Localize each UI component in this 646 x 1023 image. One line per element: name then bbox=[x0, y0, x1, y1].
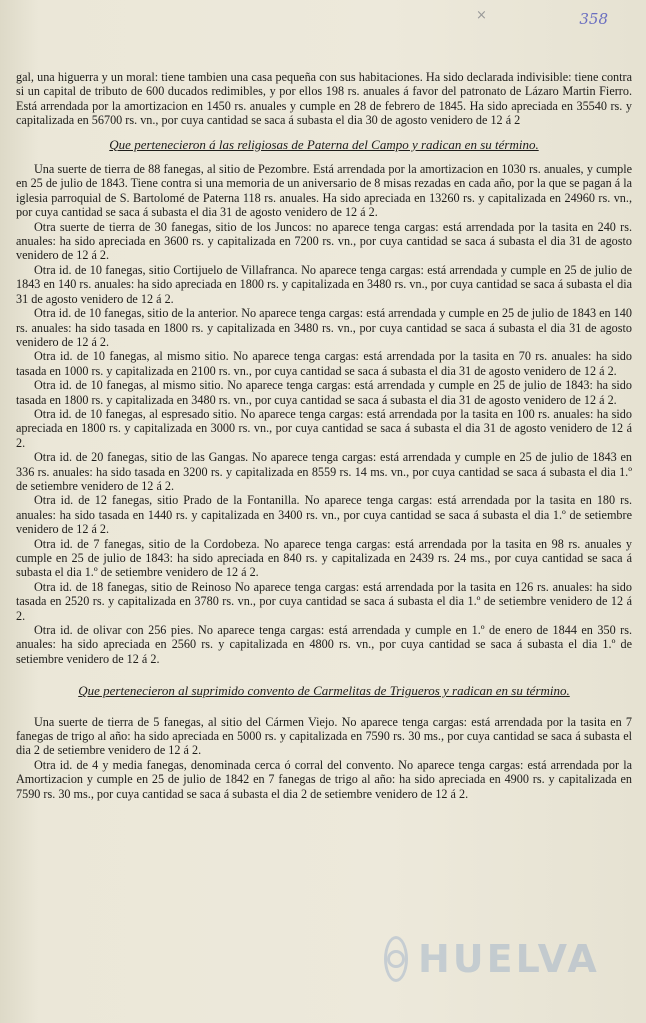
archive-emblem-icon bbox=[384, 936, 408, 982]
property-entry: Otra id. de 4 y media fanegas, denominada cerca ó corral del convento. No aparece tenga cargas: está arrendada por la Amortizacion y cumple en 25 de julio de 1842 en 7 fanegas de trigo al año: ha sido apreciada en 4900 rs. y capitalizada en 7590 rs. 30 ms., por cuya cantidad se saca á subasta el dia 2 de setiembre venidero de 12 á 2. bbox=[16, 757, 632, 801]
property-entry: Otra id. de 7 fanegas, sitio de la Cordobeza. No aparece tenga cargas: está arrendada por la tasita en 98 rs. anuales y cumple en 25 de julio de 1843: ha sido apreciada en 840 rs. y capitalizada en 2439 rs. 24 ms., por cuya cantidad se saca á subasta el dia 1.º de setiembre venidero de 12 á 2. bbox=[16, 536, 632, 580]
intro-paragraph: gal, una higuerra y un moral: tiene tambien una casa pequeña con sus habitaciones. Ha sido declarada indivisible: tiene contra si un capital de tributo de 600 ducados redimibles, y por ellos 198 rs. anuales á favor del patronato de Lázaro Martin Fierro. Está arrendada por la amortizacion en 1450 rs. anuales y cumple en 28 de febrero de 1845. Ha sido apreciada en 35540 rs. y capitalizada en 56700 rs. vn., por cuya cantidad se saca á subasta el dia 30 de agosto venidero de 12 á 2 bbox=[16, 70, 632, 128]
property-entry: Otra id. de 10 fanegas, al mismo sitio. No aparece tenga cargas: está arrendada por la tasita en 70 rs. anuales: ha sido tasada en 1000 rs. y capitalizada en 2100 rs. vn., por cuya cantidad se saca á subasta el dia 31 de agosto venidero de 12 á 2. bbox=[16, 349, 632, 378]
section-heading-trigueros: Que pertenecieron al suprimido convento de Carmelitas de Trigueros y radican en su término. bbox=[78, 683, 570, 699]
watermark-text: HUELVA bbox=[418, 937, 600, 981]
property-entry: Otra id. de 10 fanegas, sitio Cortijuelo de Villafranca. No aparece tenga cargas: está arrendada y cumple en 25 de julio de 1843 en 140 rs. anuales: ha sido apreciada en 1800 rs. y capitalizada en 3480 rs. vn., por cuya cantidad se saca á subasta el dia 31 de agosto venidero de 12 á 2. bbox=[16, 262, 632, 306]
property-entry: Una suerte de tierra de 5 fanegas, al sitio del Cármen Viejo. No aparece tenga cargas: está arrendada por la tasita en 7 fanegas de trigo al año: ha sido apreciada en 5000 rs. y capitalizada en 7590 rs. 30 ms., por cuya cantidad se saca á subasta el dia 2 de setiembre venidero de 12 á 2. bbox=[16, 714, 632, 758]
property-entry: Otra id. de 10 fanegas, sitio de la anterior. No aparece tenga cargas: está arrendada y cumple en 25 de julio de 1843 en 140 rs. anuales: ha sido tasada en 1800 rs. y capitalizada en 3480 rs. vn., por cuya cantidad se saca á subasta el dia 31 de agosto venidero de 12 á 2. bbox=[16, 306, 632, 349]
property-entry: Otra id. de olivar con 256 pies. No aparece tenga cargas: está arrendada y cumple en 1.º de enero de 1844 en 350 rs. anuales: ha sido apreciada en 2560 rs. y capitalizada en 4800 rs. vn., por cuya cantidad se saca á subasta el dia 1.º de setiembre venidero de 12 á 2. bbox=[16, 623, 632, 666]
property-entry: Otra id. de 20 fanegas, sitio de las Gangas. No aparece tenga cargas: está arrendada y cumple en 25 de julio de 1843 en 336 rs. anuales: ha sido tasada en 3200 rs. y capitalizada en 8559 rs. 14 ms. vn., por cuya cantidad se saca á subasta el dia 1.º de setiembre venidero de 12 á 2. bbox=[16, 450, 632, 493]
property-entry: Otra id. de 18 fanegas, sitio de Reinoso No aparece tenga cargas: está arrendada por la tasita en 126 rs. anuales: ha sido tasada en 2520 rs. y capitalizada en 3780 rs. vn., por cuya cantidad se saca á subasta el dia 1.º de setiembre venidero de 12 á 2. bbox=[16, 579, 632, 623]
pencil-mark: × bbox=[476, 8, 487, 23]
archive-watermark bbox=[384, 933, 600, 985]
page-number: 358 bbox=[579, 10, 608, 28]
property-entry: Una suerte de tierra de 88 fanegas, al sitio de Pezombre. Está arrendada por la amortizacion en 1030 rs. anuales, y cumple en 25 de julio de 1843. Tiene contra si una memoria de un aniversario de 8 misas rezadas en cada año, por la que se pagan á la iglesia parroquial de S. Bartolomé de Paterna 118 rs. anuales. Ha sido apreciada en 13260 rs. y capitalizada en 24960 rs. vn., por cuya cantidad se saca á subasta el dia 31 de agosto venidero de 12 á 2. bbox=[16, 162, 632, 220]
property-entry: Otra id. de 12 fanegas, sitio Prado de la Fontanilla. No aparece tenga cargas: está arrendada por la tasita en 180 rs. anuales: ha sido tasada en 1440 rs. y capitalizada en 3400 rs. vn., por cuya cantidad se saca á subasta el dia 1.º de setiembre venidero de 12 á 2. bbox=[16, 493, 632, 537]
section-heading-paterna: Que pertenecieron á las religiosas de Paterna del Campo y radican en su término. bbox=[109, 136, 539, 152]
document-body bbox=[16, 70, 632, 801]
property-entry: Otra id. de 10 fanegas, al espresado sitio. No aparece tenga cargas: está arrendada por la tasita en 100 rs. anuales: ha sido apreciada en 1800 rs. y capitalizada en 3000 rs. vn., por cuya cantidad se saca á subasta el dia 31 de agosto venidero de 12 á 2. bbox=[16, 406, 632, 450]
property-entry: Otra suerte de tierra de 30 fanegas, sitio de los Juncos: no aparece tenga cargas: está arrendada por la tasita en 240 rs. anuales: ha sido apreciada en 3600 rs. y capitalizada en 7200 rs. vn., por cuya cantidad se saca á subasta el dia 31 de agosto venidero de 12 á 2. bbox=[16, 219, 632, 263]
property-entry: Otra id. de 10 fanegas, al mismo sitio. No aparece tenga cargas: está arrendada y cumple en 25 de julio de 1843: ha sido tasada en 1800 rs. y capitalizada en 3480 rs. vn., por cuya cantidad se saca á subasta el dia 31 de agosto venidero de 12 á 2. bbox=[16, 378, 632, 407]
